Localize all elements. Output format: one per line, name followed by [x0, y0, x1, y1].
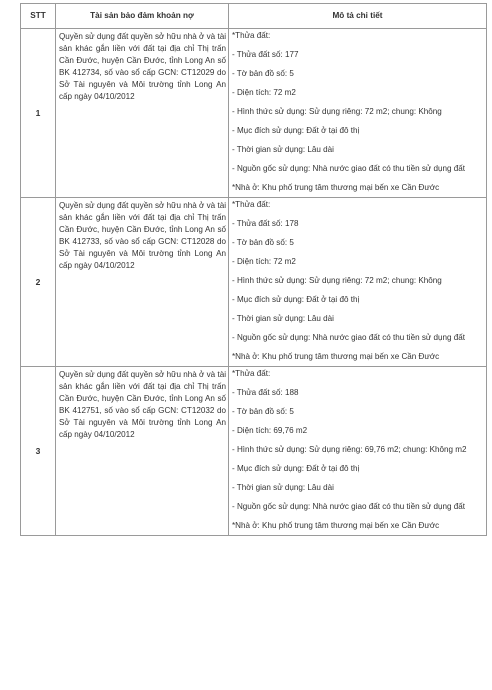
detail-line: *Nhà ở: Khu phố trung tâm thương mại bến xe Cần Đước	[232, 183, 440, 192]
collateral-description: Quyền sử dụng đất quyền sở hữu nhà ở và tài sản khác gắn liền với đất tại địa chỉ Thị trấn Cần Đước, huyện Cần Đước, tỉnh Long An số BK 412734, số vào sổ cấp GCN: CT12029 do Sở Tài nguyên và Môi trường tỉnh Long An cấp ngày 04/10/2012	[56, 29, 229, 198]
detail-line: *Nhà ở: Khu phố trung tâm thương mại bến xe Cần Đước	[232, 352, 440, 361]
table-row	[21, 367, 487, 536]
header-collateral: Tài sản bảo đảm khoản nợ	[56, 4, 229, 29]
header-stt: STT	[21, 4, 56, 29]
detail-line: - Nguồn gốc sử dụng: Nhà nước giao đất có thu tiền sử dụng đất	[232, 502, 466, 511]
collateral-description: Quyền sử dụng đất quyền sở hữu nhà ở và tài sản khác gắn liền với đất tại địa chỉ Thị trấn Cần Đước, huyện Cần Đước, tỉnh Long An số BK 412733, số vào sổ cấp GCN: CT12028 do Sở Tài nguyên và Môi trường tỉnh Long An cấp ngày 04/10/2012	[56, 198, 229, 367]
header-detail: Mô tả chi tiết	[229, 4, 487, 29]
detail-line: - Thời gian sử dụng: Lâu dài	[232, 314, 334, 323]
detail-line: - Diện tích: 72 m2	[232, 257, 296, 266]
detail-line: - Mục đích sử dụng: Đất ở tại đô thị	[232, 464, 360, 473]
table-header-row	[21, 4, 487, 29]
detail-line: - Hình thức sử dụng: Sử dụng riêng: 72 m2; chung: Không	[232, 276, 442, 285]
detail-line: - Mục đích sử dụng: Đất ở tại đô thị	[232, 295, 360, 304]
detail-line: - Hình thức sử dụng: Sử dụng riêng: 72 m2; chung: Không	[232, 107, 442, 116]
detail-line: *Nhà ở: Khu phố trung tâm thương mại bến xe Cần Đước	[232, 521, 440, 530]
detail-line: - Tờ bản đồ số: 5	[232, 407, 294, 416]
detail-line: - Hình thức sử dụng: Sử dụng riêng: 69,76 m2; chung: Không m2	[232, 445, 467, 454]
collateral-table	[20, 3, 487, 536]
row-number: 2	[21, 198, 56, 367]
detail-line: - Mục đích sử dụng: Đất ở tại đô thị	[232, 126, 360, 135]
detail-line: - Thời gian sử dụng: Lâu dài	[232, 483, 334, 492]
detail-line: - Diện tích: 69,76 m2	[232, 426, 308, 435]
table-row	[21, 29, 487, 198]
row-number: 1	[21, 29, 56, 198]
detail-cell	[229, 367, 487, 536]
collateral-description: Quyền sử dụng đất quyền sở hữu nhà ở và tài sản khác gắn liền với đất tại địa chỉ Thị trấn Cần Đước, huyện Cần Đước, tỉnh Long An số BK 412751, số vào sổ cấp GCN: CT12032 do Sở Tài nguyên và Môi trường tỉnh Long An cấp ngày 04/10/2012	[56, 367, 229, 536]
detail-line: - Tờ bản đồ số: 5	[232, 238, 294, 247]
detail-line: - Thửa đất số: 188	[232, 388, 299, 397]
detail-line: - Thửa đất số: 177	[232, 50, 299, 59]
table-row	[21, 198, 487, 367]
detail-line: *Thửa đất:	[232, 31, 271, 40]
row-number: 3	[21, 367, 56, 536]
detail-line: - Thửa đất số: 178	[232, 219, 299, 228]
detail-cell	[229, 29, 487, 198]
detail-line: - Thời gian sử dụng: Lâu dài	[232, 145, 334, 154]
detail-cell	[229, 198, 487, 367]
detail-line: - Nguồn gốc sử dụng: Nhà nước giao đất có thu tiền sử dụng đất	[232, 164, 466, 173]
detail-line: - Nguồn gốc sử dụng: Nhà nước giao đất có thu tiền sử dụng đất	[232, 333, 466, 342]
detail-line: - Diện tích: 72 m2	[232, 88, 296, 97]
detail-line: *Thửa đất:	[232, 200, 271, 209]
detail-line: *Thửa đất:	[232, 369, 271, 378]
detail-line: - Tờ bản đồ số: 5	[232, 69, 294, 78]
